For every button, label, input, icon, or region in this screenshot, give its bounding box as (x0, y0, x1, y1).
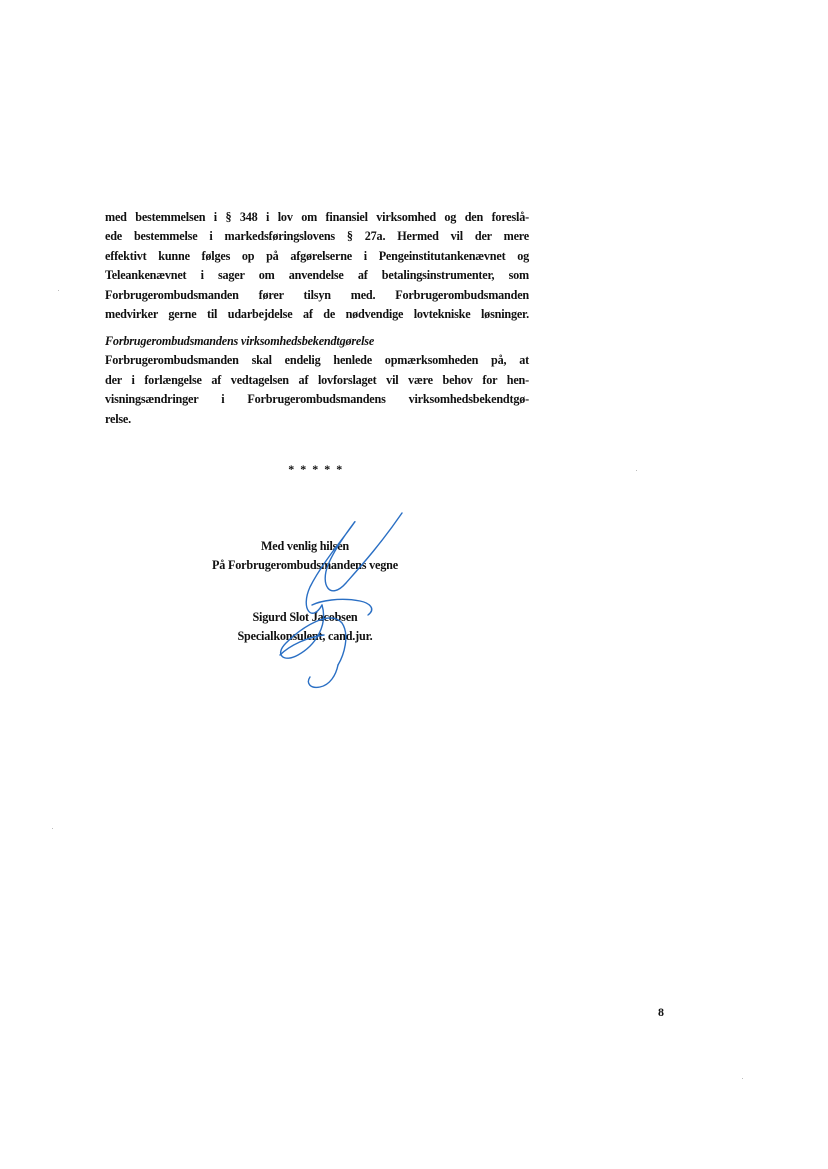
paragraph-line: medvirker gerne til udarbejdelse af de nødvendige lovtekniske løsninger. (105, 307, 529, 322)
section-heading: Forbrugerombudsmandens virksomhedsbekendtgørelse (105, 334, 375, 348)
closing-greeting-block (180, 537, 430, 576)
scan-speck (58, 290, 59, 291)
paragraph-line: der i forlængelse af vedtagelsen af lovforslaget vil være behov for hen- (105, 372, 529, 387)
body-paragraph-1 (105, 208, 529, 324)
section-separator: * * * * * (288, 462, 344, 476)
greeting: Med venlig hilsen (260, 539, 349, 553)
paragraph-line: Forbrugerombudsmanden skal endelig henlede opmærksomheden på, at (105, 353, 529, 368)
paragraph-line: relse. (105, 411, 131, 426)
paragraph-line: ede bestemmelse i markedsføringslovens § 27a. Hermed vil der mere (105, 229, 529, 244)
signature-stroke (308, 665, 338, 687)
scan-speck (636, 470, 637, 471)
handwritten-signature (250, 505, 420, 695)
paragraph-line: med bestemmelsen i § 348 i lov om finansiel virksomhed og den foreslå- (105, 210, 529, 224)
scan-speck (742, 1078, 743, 1079)
paragraph-line: Teleankenævnet i sager om anvendelse af betalingsinstrumenter, som (105, 268, 529, 283)
paragraph-line: Forbrugerombudsmanden fører tilsyn med. Forbrugerombudsmanden (105, 287, 529, 302)
signer-block (180, 608, 430, 647)
on-behalf-line: På Forbrugerombudsmandens vegne (212, 558, 398, 573)
signer-name: Sigurd Slot Jacobsen (252, 610, 358, 624)
page-number: 8 (658, 1005, 664, 1019)
paragraph-line: effektivt kunne følges op på afgørelserne i Pengeinstitutankenævnet og (105, 248, 529, 263)
body-paragraph-2 (105, 332, 529, 429)
signer-title: Specialkonsulent, cand.jur. (237, 629, 373, 644)
scan-speck (52, 828, 53, 829)
paragraph-line: visningsændringer i Forbrugerombudsmandens virksomhedsbekendtgø- (105, 392, 529, 407)
